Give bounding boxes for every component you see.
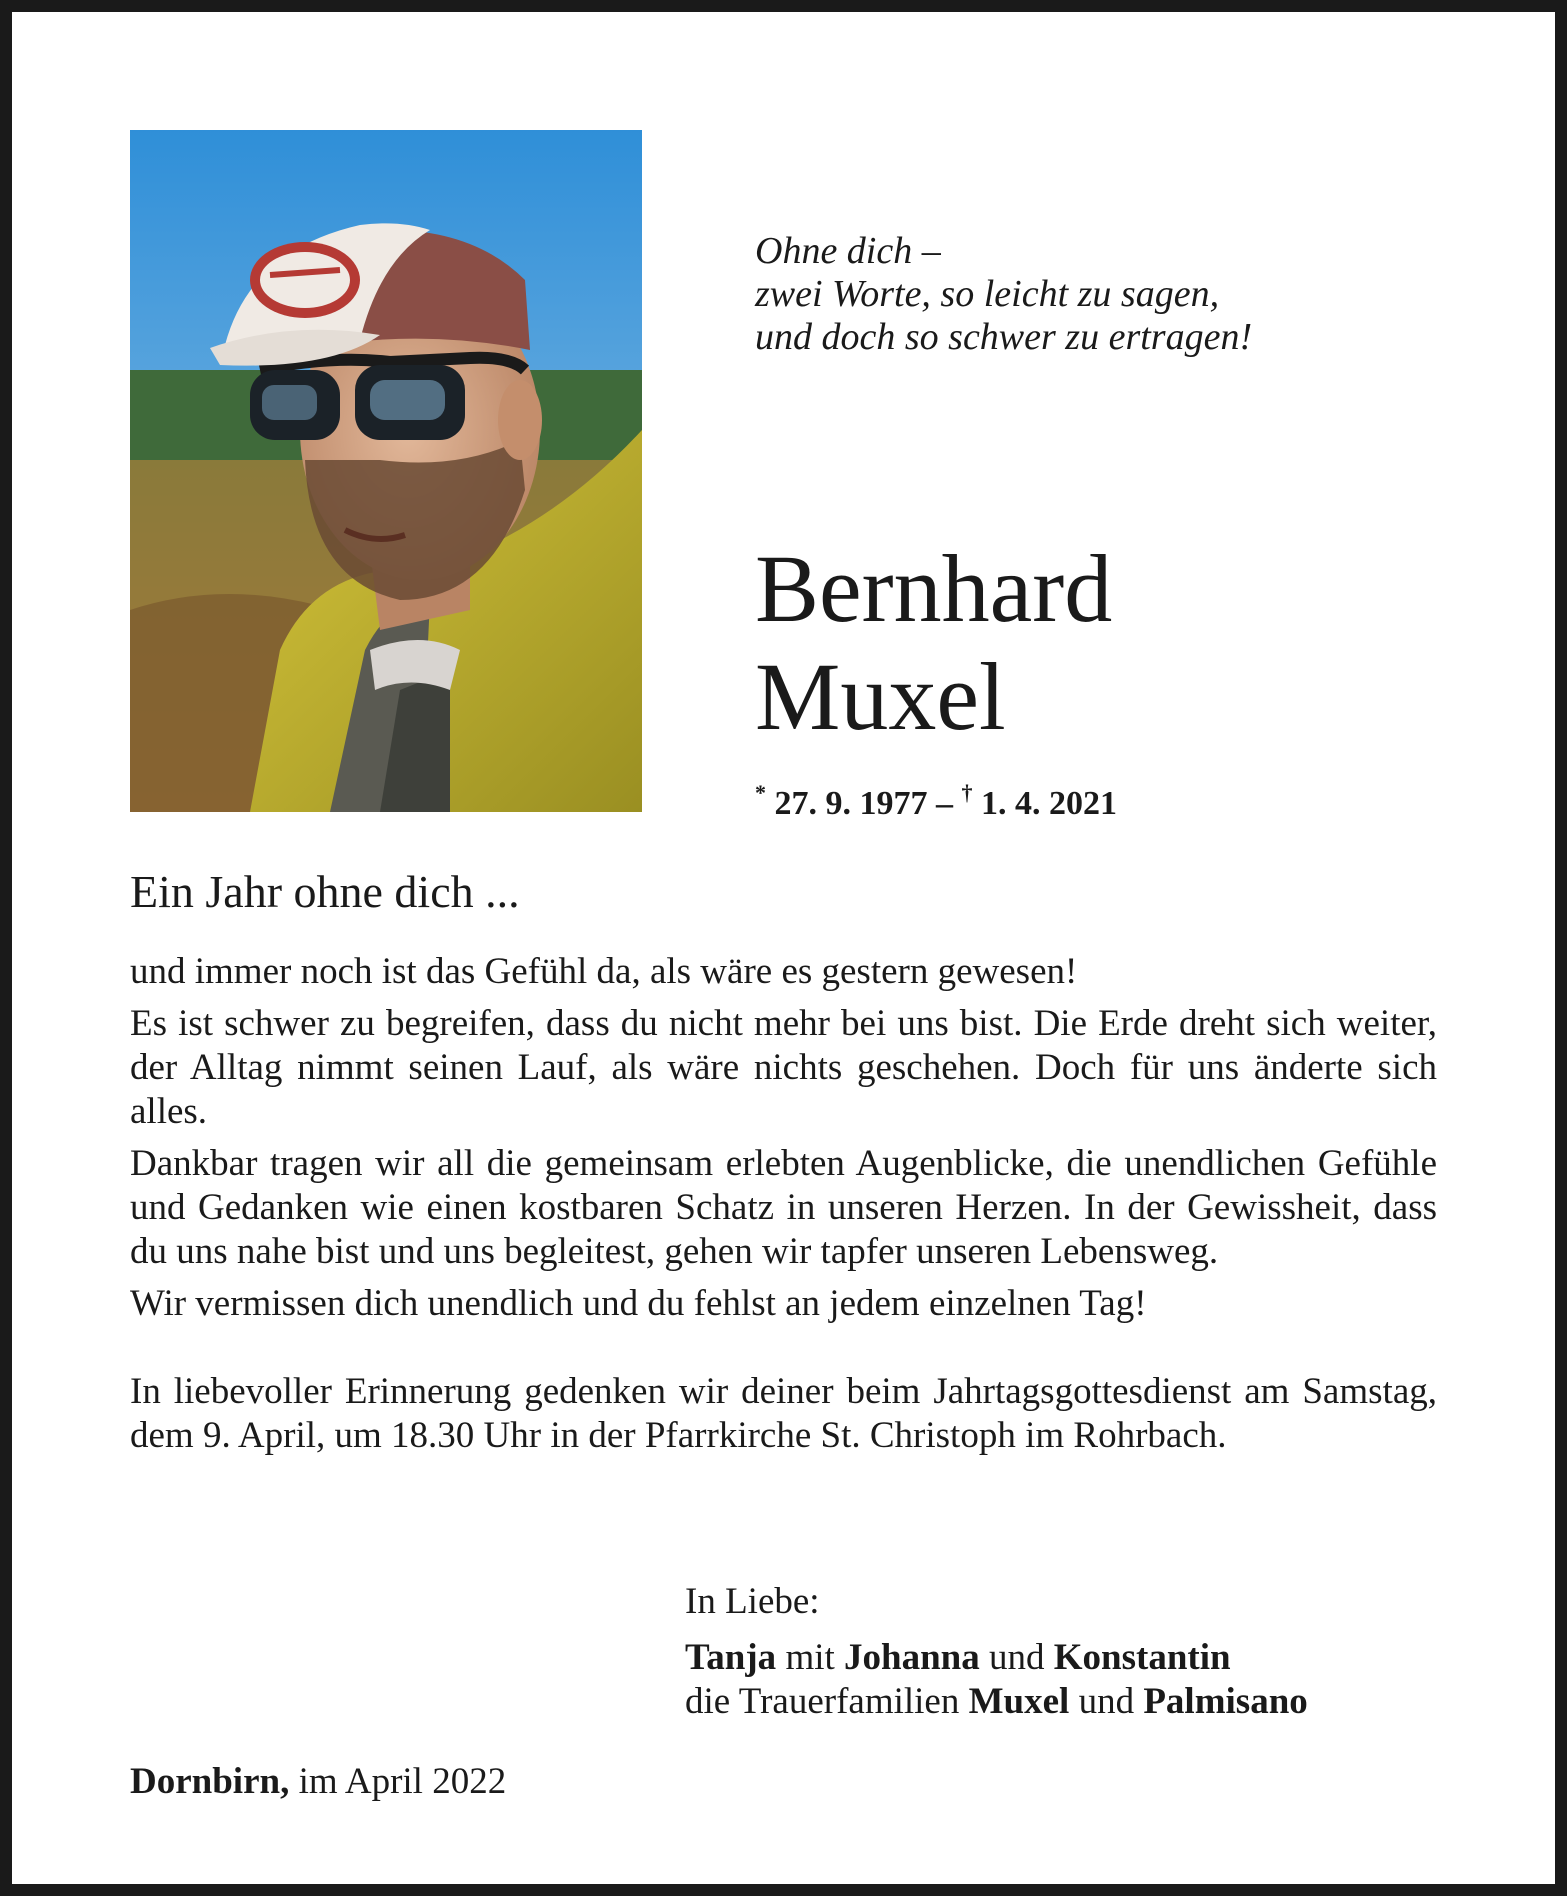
headline: Ein Jahr ohne dich ...	[130, 866, 520, 917]
signoff-family-line	[685, 1636, 1308, 1680]
name-konstantin: Konstantin	[1053, 1637, 1231, 1678]
life-dates	[755, 780, 1117, 823]
date-separator: –	[936, 785, 962, 822]
birth-symbol: *	[755, 780, 766, 805]
death-symbol: †	[961, 780, 973, 805]
paragraph: Es ist schwer zu begreifen, dass du nicht mehr bei uns bist. Die Erde dreht sich weiter, der Alltag nimmt seinen Lauf, als wäre nichts geschehen. Doch für uns änderte sich alles.	[130, 1003, 1437, 1132]
quote-line: Ohne dich –	[755, 230, 941, 272]
last-name: Muxel	[755, 643, 1006, 750]
name-tanja: Tanja	[685, 1637, 777, 1678]
service-announcement: In liebevoller Erinnerung gedenken wir deiner beim Jahrtagsgottesdienst am Samstag, dem 9. April, um 18.30 Uhr in der Pfarrkirche St. Christoph im Rohrbach.	[130, 1371, 1437, 1456]
city: Dornbirn,	[130, 1761, 290, 1802]
signoff	[685, 1580, 1308, 1724]
quote-line: und doch so schwer zu ertragen!	[755, 316, 1253, 358]
birth-date: 27. 9. 1977	[774, 785, 928, 822]
signoff-families-line	[685, 1680, 1308, 1724]
signoff-intro: In Liebe:	[685, 1581, 820, 1622]
name-johanna: Johanna	[844, 1637, 980, 1678]
paragraph: Dankbar tragen wir all die gemeinsam erlebten Augenblicke, die unendlichen Gefühle und Gedanken wie einen kostbaren Schatz in unseren Herzen. In der Gewissheit, dass du uns nahe bist und uns begleitest, gehen wir tapfer unseren Lebensweg.	[130, 1143, 1437, 1272]
families-prefix: die Trauerfamilien	[685, 1681, 969, 1722]
conjunction: mit	[776, 1637, 845, 1678]
portrait-photo	[130, 130, 642, 812]
conjunction: und	[1069, 1681, 1144, 1722]
memorial-text	[130, 950, 1437, 1466]
first-name: Bernhard	[755, 535, 1113, 642]
paragraph: und immer noch ist das Gefühl da, als wäre es gestern gewesen!	[130, 951, 1078, 992]
paragraph: Wir vermissen dich unendlich und du fehlst an jedem einzelnen Tag!	[130, 1283, 1147, 1324]
death-date: 1. 4. 2021	[981, 785, 1117, 822]
name-muxel: Muxel	[968, 1681, 1070, 1722]
quote-line: zwei Worte, so leicht zu sagen,	[755, 273, 1220, 315]
date-text: im April 2022	[289, 1761, 507, 1802]
memorial-quote	[755, 230, 1455, 359]
deceased-name	[755, 535, 1112, 751]
name-palmisano: Palmisano	[1143, 1681, 1308, 1722]
place-date	[130, 1760, 506, 1803]
conjunction: und	[979, 1637, 1054, 1678]
